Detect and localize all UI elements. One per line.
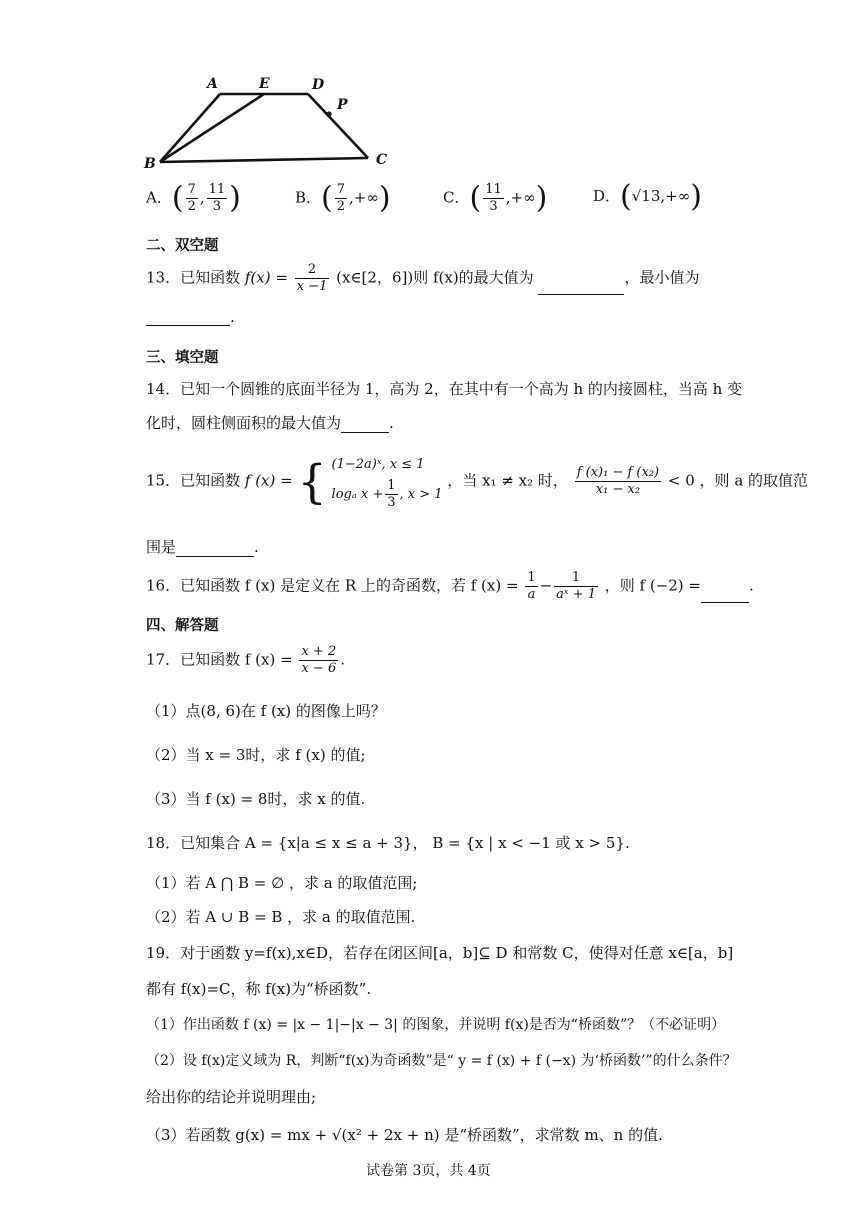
label-e: E — [259, 76, 270, 92]
label-p: P — [337, 97, 348, 113]
section-heading-3: 三、填空题 — [146, 349, 219, 366]
label-d: D — [312, 77, 325, 93]
trapezoid-figure — [140, 72, 400, 172]
question-14-line1: 14．已知一个圆锥的底面半径为 1，高为 2，在其中有一个高为 h 的内接圆柱，当高 h 变 — [146, 380, 743, 398]
question-14-line2: 化时，圆柱侧面积的最大值为 . — [146, 414, 394, 432]
question-19-part2-line2: 给出你的结论并说明理由; — [146, 1088, 317, 1106]
question-19-part2: （2）设 f(x)定义域为 R，判断“f(x)为奇函数”是“ y = f (x) + f (−x) 为‘桥函数’”的什么条件？ — [146, 1053, 737, 1069]
question-15: 15．已知函数 f (x) = { (1−2a)ˣ, x ≤ 1 logₐ x + $\frac{1}{3}$ , x > 1 ，当 x₁ ≠ x₂ 时， $\frac{\text{f (x)₁ − f (x₂)}}{\text{x₁ − x₂}}$ < 0 ，则 a 的取值范 — [146, 454, 809, 510]
question-18-part2: （2）若 A ∪ B = B ，求 a 的取值范围. — [146, 908, 416, 926]
question-18-part1: （1）若 A ⋂ B = ∅ ，求 a 的取值范围; — [146, 874, 418, 892]
question-19-line1: 19．对于函数 y=f(x),x∈D，若存在闭区间[a，b]⊆ D 和常数 C，使得对任意 x∈[a，b] — [146, 944, 734, 962]
question-19-line2: 都有 f(x)=C，称 f(x)为“桥函数”. — [146, 980, 372, 998]
label-b: B — [144, 156, 156, 172]
q12-option-a: A．( $\frac{7}{2}$ , $\frac{11}{3}$ ) — [146, 180, 241, 216]
question-13: 13．已知函数 f(x) = $\frac{2}{x -1}$ (x∈[2，6])则 f(x)的最大值为 ，最小值为 — [146, 262, 700, 294]
section-heading-4: 四、解答题 — [146, 617, 219, 634]
question-19-part3: （3）若函数 g(x) = mx + √(x² + 2x + n) 是“桥函数”，求常数 m、n 的值. — [146, 1126, 663, 1144]
page-footer: 试卷第 3页，共 4页 — [366, 1163, 491, 1179]
question-13-line2: . — [146, 308, 235, 326]
question-19-part1: （1）作出函数 f (x) = |x − 1|−|x − 3| 的图象，并说明 f(x)是否为“桥函数”？（不必证明） — [146, 1017, 726, 1033]
question-17: 17．已知函数 f (x) = $\frac{x + 2}{x - 6}$ . — [146, 644, 346, 676]
q12-option-d: D．(√13,+∞) — [593, 179, 702, 214]
question-17-part2: （2）当 x = 3时，求 f (x) 的值; — [146, 746, 366, 764]
question-15-line2: 围是 . — [146, 538, 259, 556]
label-c: C — [376, 152, 388, 168]
point-p-dot — [326, 111, 331, 116]
section-heading-2: 二、双空题 — [146, 237, 219, 254]
question-18: 18．已知集合 A = {x|a ≤ x ≤ a + 3}， B = {x | x < −1 或 x > 5}. — [146, 834, 630, 852]
question-16: 16．已知函数 f (x) 是定义在 R 上的奇函数，若 f (x) = $\frac{1}{a}$ − $\frac{1}{\text{aˣ + 1}}$ ，则 f (−2) = . — [146, 570, 754, 602]
q12-option-b: B．( $\frac{7}{2}$ ,+∞) — [295, 180, 391, 216]
question-17-part3: （3）当 f (x) = 8时，求 x 的值. — [146, 790, 366, 808]
label-a: A — [207, 76, 218, 92]
q12-option-c: C．( $\frac{11}{3}$ ,+∞) — [443, 180, 548, 216]
question-17-part1: （1）点(8, 6)在 f (x) 的图像上吗？ — [146, 702, 386, 720]
